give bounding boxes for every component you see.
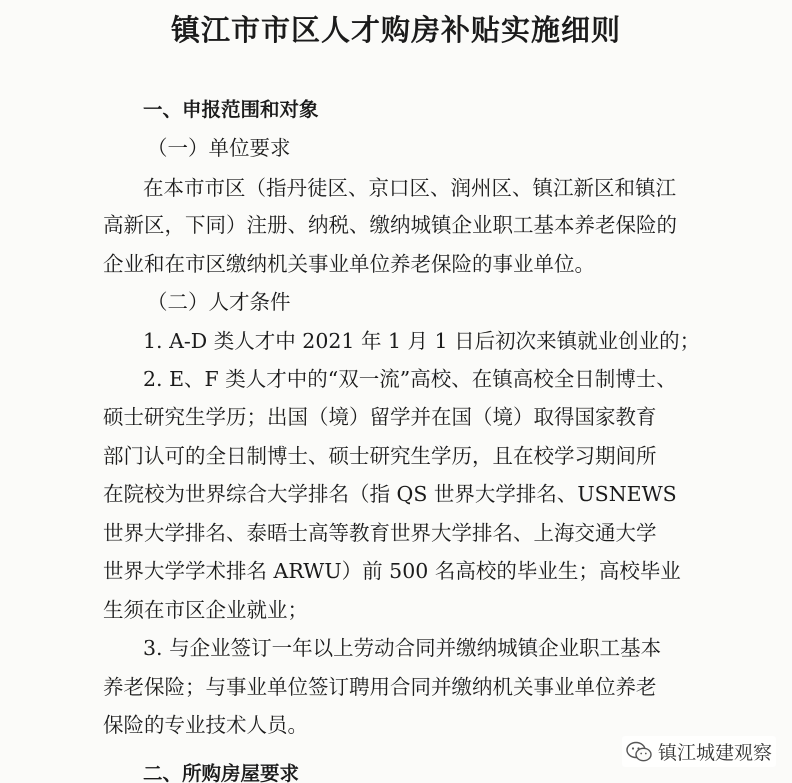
paragraph-line: 3. 与企业签订一年以上劳动合同并缴纳城镇企业职工基本	[143, 636, 662, 660]
paragraph-line: 生须在市区企业就业；	[103, 598, 308, 622]
paragraph-line: 在院校为世界综合大学排名（指 QS 世界大学排名、USNEWS	[103, 482, 677, 506]
subsection-heading-1: （一）单位要求	[147, 136, 291, 160]
paragraph-line: 世界大学排名、泰晤士高等教育世界大学排名、上海交通大学	[103, 521, 657, 545]
section-heading-1: 一、申报范围和对象	[143, 98, 319, 121]
wechat-icon	[626, 741, 652, 763]
paragraph-line: 部门认可的全日制博士、硕士研究生学历，且在校学习期间所	[103, 444, 657, 468]
section-heading-2: 二、所购房屋要求	[143, 762, 300, 783]
subsection-heading-2: （二）人才条件	[147, 290, 291, 314]
paragraph-line: 企业和在市区缴纳机关事业单位养老保险的事业单位。	[103, 252, 595, 276]
wechat-watermark	[622, 736, 776, 767]
paragraph-line: 硕士研究生学历；出国（境）留学并在国（境）取得国家教育	[103, 405, 657, 429]
paragraph-line: 2. E、F 类人才中的“双一流”高校、在镇高校全日制博士、	[143, 367, 677, 391]
paragraph-line: 1. A-D 类人才中 2021 年 1 月 1 日后初次来镇就业创业的；	[143, 329, 701, 353]
document-title: 镇江市市区人才购房补贴实施细则	[170, 13, 621, 47]
paragraph-line: 世界大学学术排名 ARWU）前 500 名高校的毕业生；高校毕业	[103, 559, 681, 583]
paragraph-line: 在本市市区（指丹徒区、京口区、润州区、镇江新区和镇江	[143, 176, 676, 200]
paragraph-line: 养老保险；与事业单位签订聘用合同并缴纳机关事业单位养老	[103, 675, 657, 699]
paragraph-line: 保险的专业技术人员。	[103, 713, 308, 737]
watermark-text: 镇江城建观察	[657, 742, 772, 764]
paragraph-line: 高新区，下同）注册、纳税、缴纳城镇企业职工基本养老保险的	[103, 213, 677, 237]
